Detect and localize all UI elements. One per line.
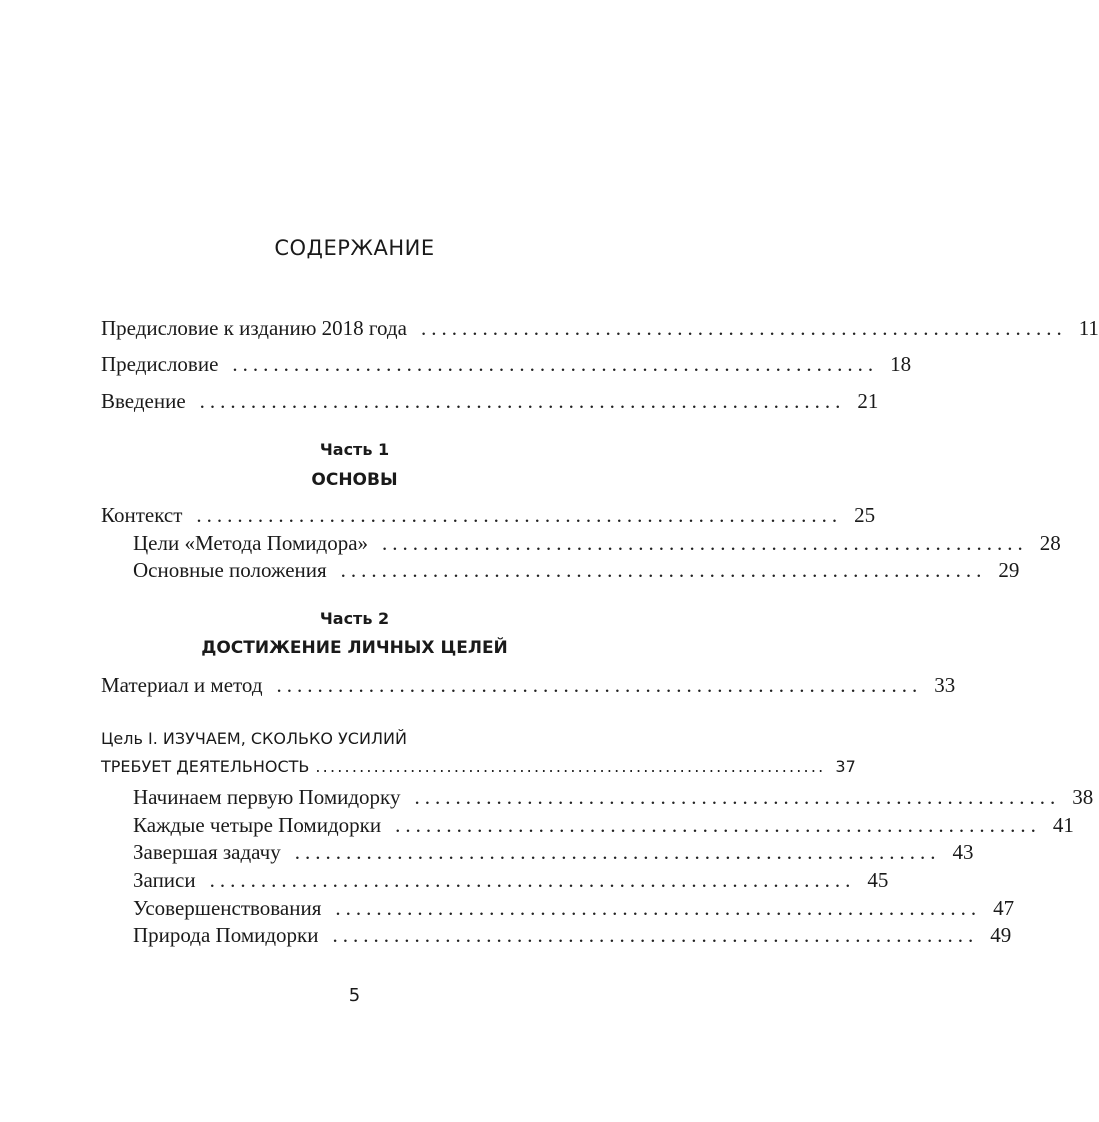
- toc-subentry[interactable]: [133, 531, 1061, 561]
- toc-entry-page: 28: [1039, 531, 1061, 555]
- toc-entry-title: Предисловие: [101, 352, 219, 376]
- toc-entry-title: ТРЕБУЕТ ДЕЯТЕЛЬНОСТЬ: [101, 757, 310, 776]
- toc-entry-page: 49: [990, 923, 1012, 947]
- toc-subentry[interactable]: [133, 785, 1094, 815]
- toc-entry-title: Цели «Метода Помидора»: [133, 531, 369, 555]
- toc-entry-title: Предисловие к изданию 2018 года: [101, 316, 407, 340]
- toc-entry[interactable]: [101, 389, 879, 419]
- toc-entry-title: Усовершенствования: [133, 896, 322, 920]
- toc-entry[interactable]: [101, 503, 876, 533]
- toc-entry-page: 37: [835, 757, 856, 776]
- toc-entry-title: Материал и метод: [101, 673, 263, 697]
- toc-entry-page: 45: [867, 868, 889, 892]
- page-title: СОДЕРЖАНИЕ: [274, 236, 435, 260]
- part-title: ОСНОВЫ: [311, 470, 398, 490]
- part-title: ДОСТИЖЕНИЕ ЛИЧНЫХ ЦЕЛЕЙ: [201, 638, 508, 658]
- toc-leader-dots: ...............................................................: [414, 785, 1061, 809]
- toc-subentry[interactable]: [133, 558, 1020, 588]
- toc-entry-page: 18: [890, 352, 912, 376]
- goal-heading-entry[interactable]: [101, 757, 856, 787]
- toc-subentry[interactable]: [133, 896, 1015, 926]
- toc-entry-title: Контекст: [101, 503, 183, 527]
- page-number: 5: [348, 985, 361, 1006]
- toc-entry-page: 21: [857, 389, 879, 413]
- part-label: Часть 1: [319, 440, 390, 459]
- toc-leader-dots: ...............................................................: [382, 531, 1028, 555]
- toc-entry-page: 29: [998, 558, 1020, 582]
- toc-leader-dots: ...............................................................: [209, 868, 856, 892]
- toc-subentry[interactable]: [133, 868, 889, 898]
- toc-entry-page: 25: [854, 503, 876, 527]
- toc-entry-page: 11: [1078, 316, 1099, 340]
- toc-entry-page: 41: [1052, 813, 1074, 837]
- toc-leader-dots: ...............................................................: [276, 673, 923, 697]
- toc-leader-dots: ...............................................................: [340, 558, 987, 582]
- toc-entry-title: Введение: [101, 389, 186, 413]
- toc-subentry[interactable]: [133, 813, 1074, 843]
- toc-entry[interactable]: [101, 352, 912, 382]
- toc-leader-dots: ......................................................................: [315, 757, 826, 776]
- toc-leader-dots: ...............................................................: [294, 840, 941, 864]
- toc-entry-page: 43: [952, 840, 974, 864]
- goal-heading-line1: Цель I. ИЗУЧАЕМ, СКОЛЬКО УСИЛИЙ: [101, 729, 407, 748]
- toc-entry-title: Каждые четыре Помидорки: [133, 813, 382, 837]
- toc-leader-dots: ...............................................................: [232, 352, 879, 376]
- toc-leader-dots: ...............................................................: [420, 316, 1067, 340]
- toc-entry-title: Природа Помидорки: [133, 923, 319, 947]
- toc-entry-title: Основные положения: [133, 558, 327, 582]
- toc-entry-page: 38: [1072, 785, 1094, 809]
- toc-entry-page: 33: [934, 673, 956, 697]
- toc-leader-dots: ...............................................................: [332, 923, 979, 947]
- part-label: Часть 2: [319, 609, 390, 628]
- toc-entry[interactable]: [101, 316, 1099, 346]
- toc-leader-dots: ...............................................................: [395, 813, 1041, 837]
- toc-entry-title: Начинаем первую Помидорку: [133, 785, 401, 809]
- toc-entry-title: Завершая задачу: [133, 840, 281, 864]
- toc-entry-page: 47: [993, 896, 1015, 920]
- toc-subentry[interactable]: [133, 923, 1012, 953]
- toc-leader-dots: ...............................................................: [199, 389, 846, 413]
- toc-entry-title: Записи: [133, 868, 196, 892]
- toc-leader-dots: ...............................................................: [196, 503, 843, 527]
- toc-entry[interactable]: [101, 673, 956, 703]
- toc-leader-dots: ...............................................................: [335, 896, 982, 920]
- toc-subentry[interactable]: [133, 840, 974, 870]
